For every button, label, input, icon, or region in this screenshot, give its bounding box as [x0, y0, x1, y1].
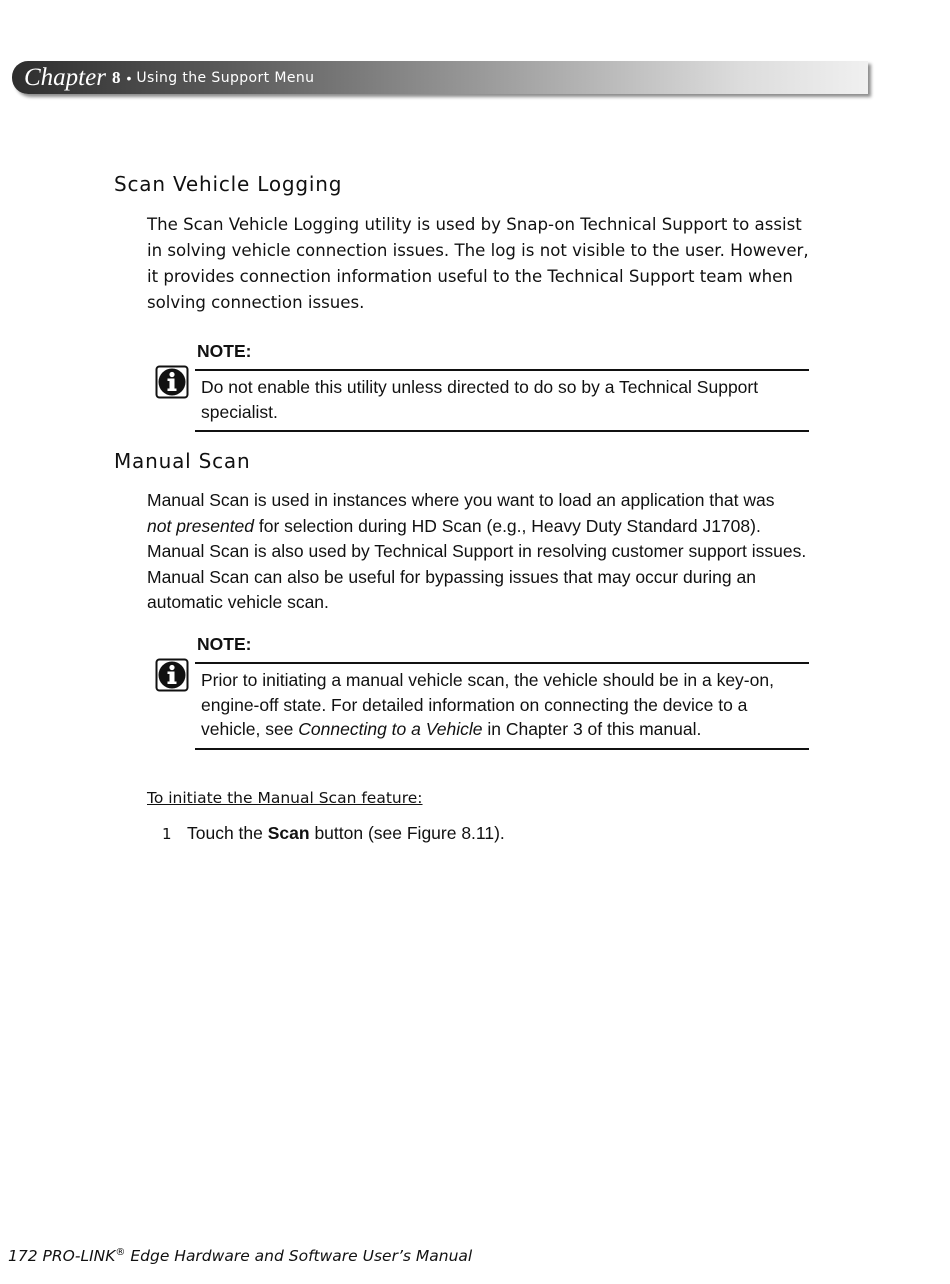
manual-scan-body — [147, 488, 817, 616]
footer-page-number: 172 — [8, 1247, 38, 1266]
footer-registered-mark: ® — [115, 1247, 126, 1258]
note-label: NOTE: — [197, 341, 252, 361]
footer-title: Edge Hardware and Software User’s Manual — [125, 1247, 473, 1266]
note-box — [195, 662, 809, 750]
chapter-word: Chapter — [24, 64, 106, 91]
note-text-before: Prior to initiating a manual vehicle scan, the vehicle should be in a key-on, engine-off state. For detailed information on connecting the device to a vehicle, see — [201, 670, 774, 739]
procedure-step — [162, 823, 505, 844]
page-footer — [8, 1247, 472, 1265]
manual-scan-body-line1: Manual Scan is used in instances where you want to load an application that was — [147, 490, 775, 510]
manual-scan-body-rest: for selection during HD Scan (e.g., Heavy Duty Standard J1708). Manual Scan is also used by Technical Support in resolving customer support issues. Manual Scan can also be useful for bypassing issues that may occur during an automatic vehicle scan. — [147, 515, 807, 612]
info-icon — [155, 365, 189, 399]
info-icon — [155, 658, 189, 692]
step-text-bold: Scan — [267, 823, 310, 843]
chapter-number: 8 — [111, 67, 121, 87]
note-text-link-italic: Connecting to a Vehicle — [298, 719, 483, 739]
scan-vehicle-logging-body: The Scan Vehicle Logging utility is used by Snap-on Technical Support to assist in solving vehicle connection issues. The log is not visible to the user. However, it provides connection information useful to the Technical Support team when solving connection issues. — [147, 215, 809, 312]
note-text: Do not enable this utility unless directed to do so by a Technical Support specialist. — [201, 377, 759, 422]
procedure-title: To initiate the Manual Scan feature: — [147, 789, 423, 807]
note-text-after: in Chapter 3 of this manual. — [482, 719, 702, 739]
step-text-after: button (see Figure 8.11). — [309, 823, 505, 843]
note-box — [195, 369, 809, 432]
chapter-header-bar — [12, 61, 868, 94]
chapter-separator: • — [126, 69, 132, 86]
manual-scan-body-italic: not presented — [147, 515, 255, 536]
step-text-before: Touch the — [187, 823, 268, 843]
section-heading-scan-vehicle-logging: Scan Vehicle Logging — [114, 172, 343, 196]
chapter-title: Using the Support Menu — [136, 69, 315, 86]
note-label: NOTE: — [197, 634, 252, 654]
section-heading-manual-scan: Manual Scan — [114, 449, 251, 473]
footer-product: PRO-LINK — [42, 1247, 116, 1266]
step-number: 1 — [162, 825, 172, 843]
